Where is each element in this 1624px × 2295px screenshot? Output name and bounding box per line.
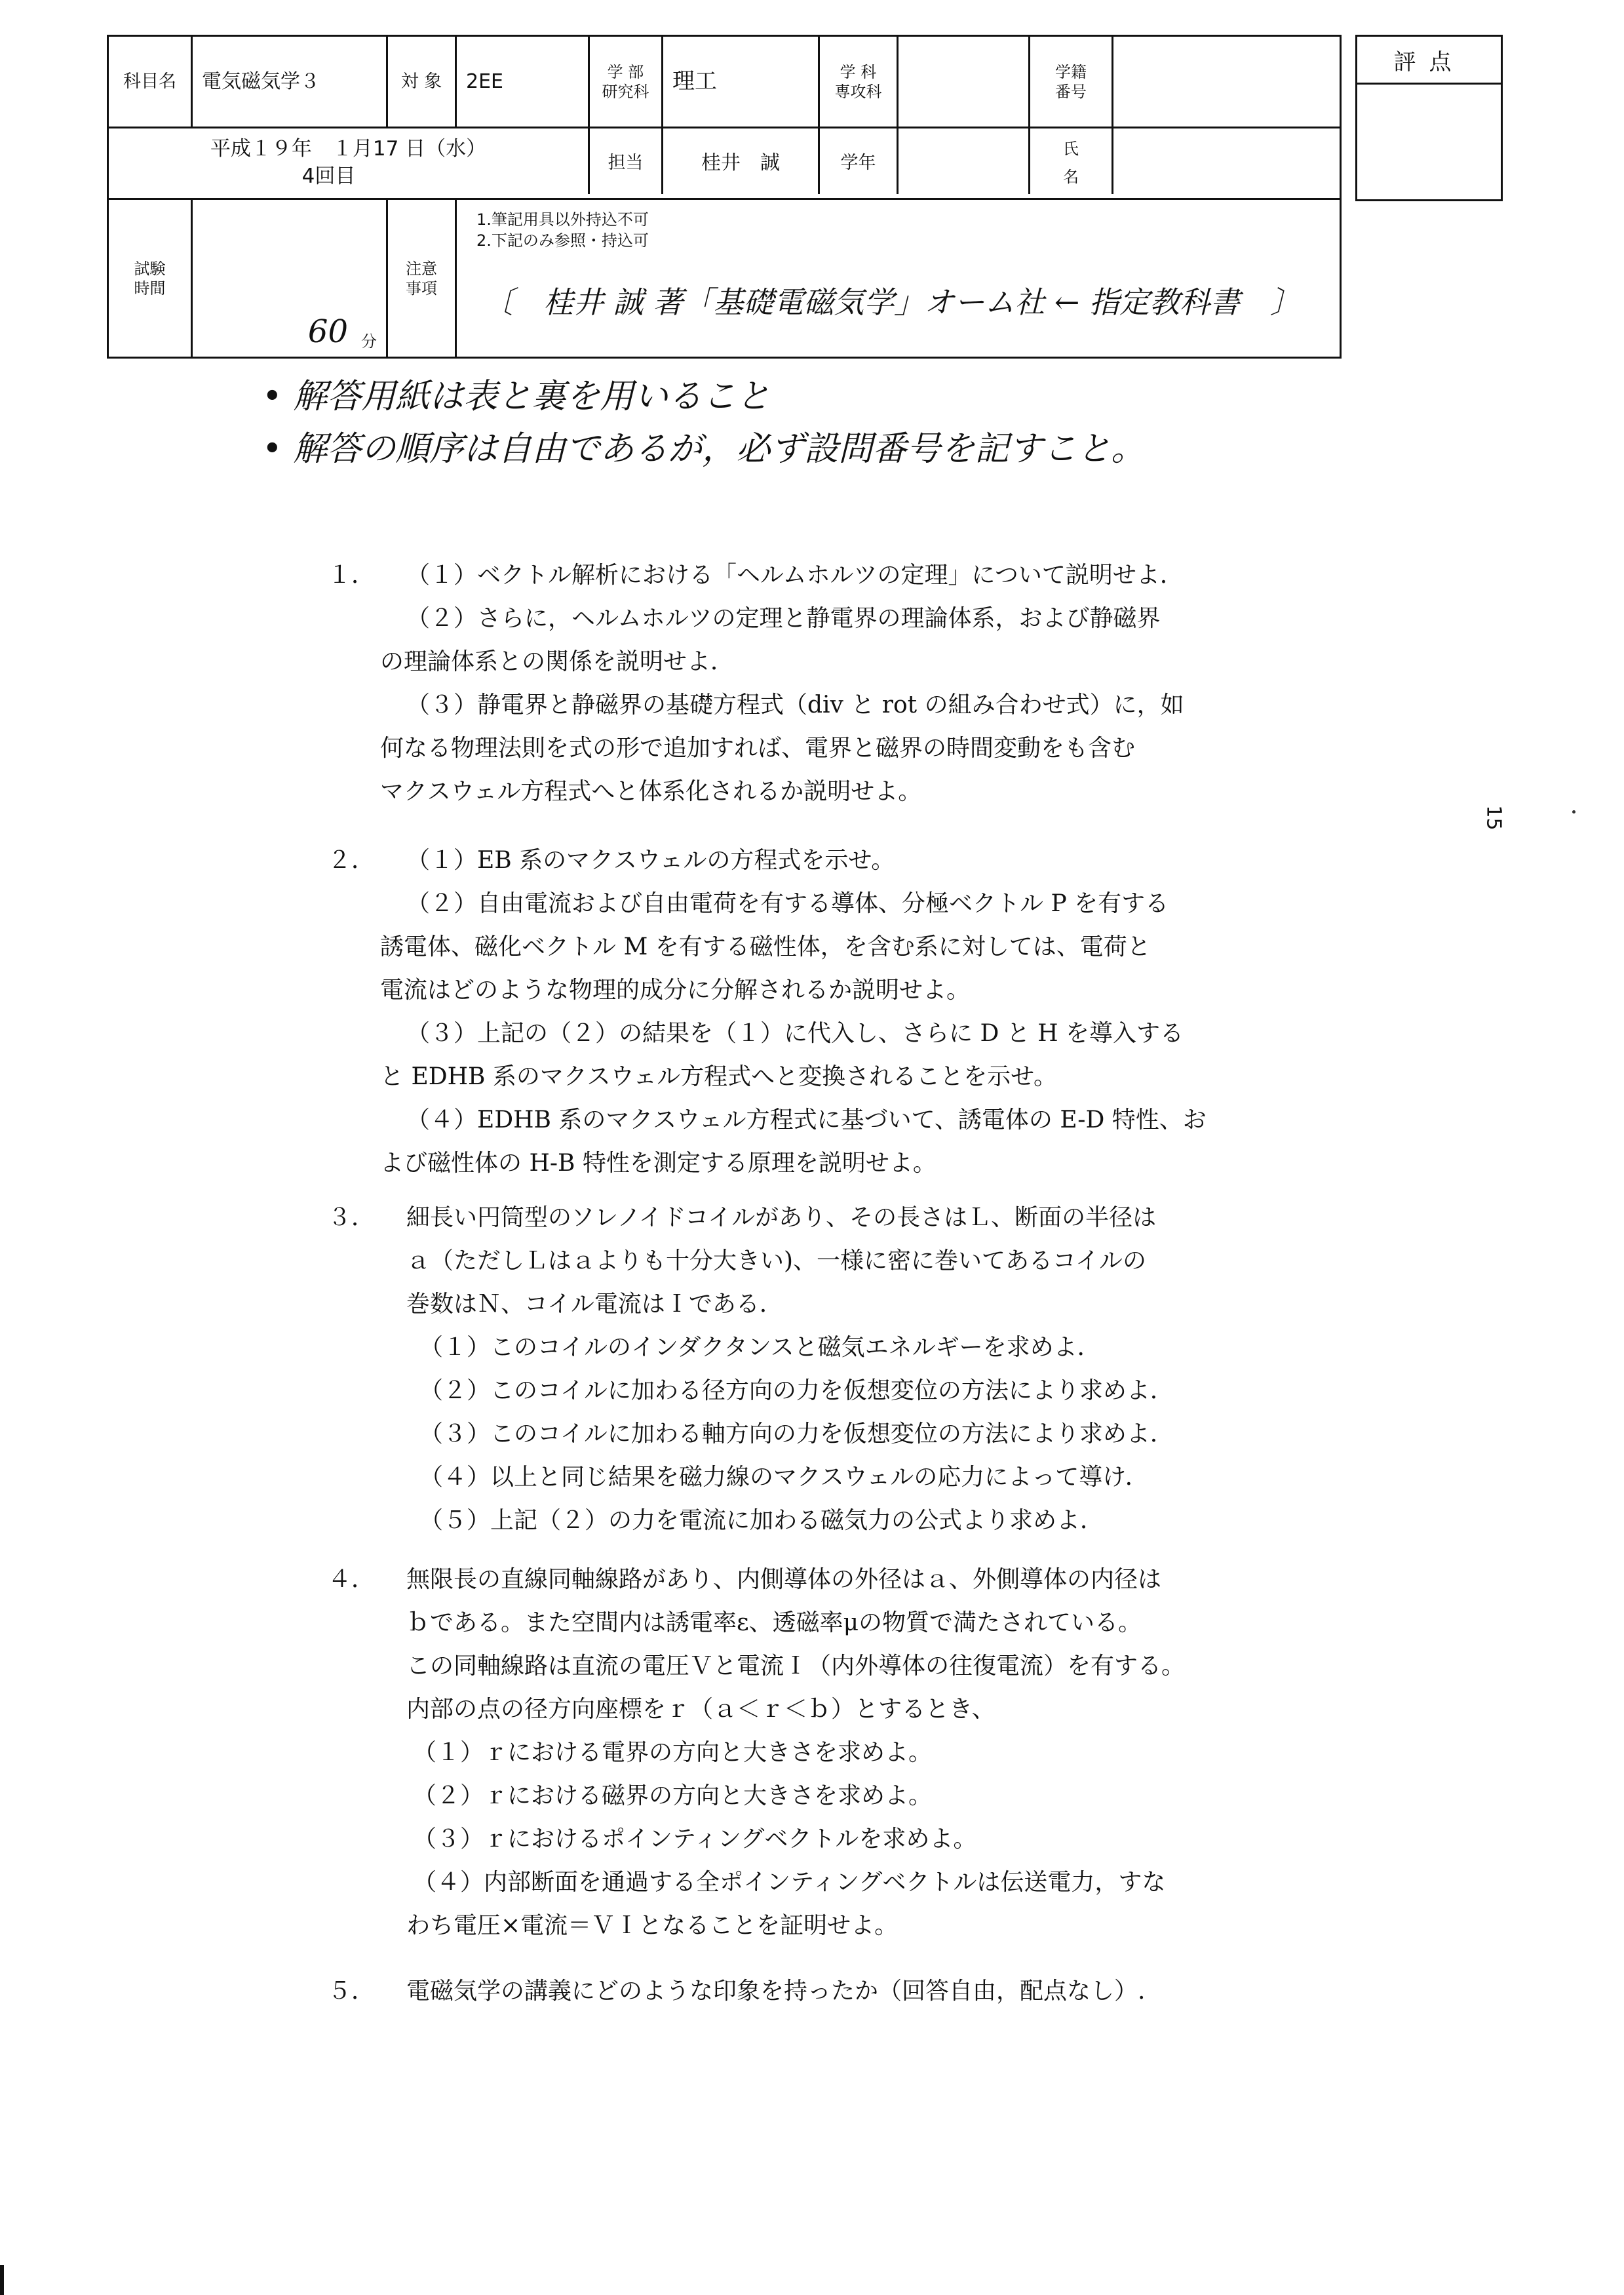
department-label-line2: 専攻科 bbox=[834, 82, 882, 101]
question-4-line: この同軸線路は直流の電圧Ｖと電流Ｉ（内外導体の往復電流）を有する。 bbox=[406, 1653, 1186, 1679]
notice-label-line2: 事項 bbox=[406, 279, 437, 298]
question-4-line: （２）ｒにおける磁界の方向と大きさを求めよ。 bbox=[413, 1782, 933, 1809]
question-4-line: （１）ｒにおける電界の方向と大きさを求めよ。 bbox=[413, 1739, 933, 1766]
question-3-line: （４）以上と同じ結果を磁力線のマクスウェルの応力によって導け． bbox=[419, 1464, 1149, 1491]
question-3-line: 巻数はＮ、コイル電流はＩである． bbox=[406, 1291, 783, 1318]
question-1-line: （３）静電界と静磁界の基礎方程式（div と rot の組み合わせ式）に，如 bbox=[406, 692, 1184, 718]
question-3-line: （５）上記（２）の力を電流に加わる磁気力の公式より求めよ． bbox=[419, 1507, 1104, 1534]
exam-time-label bbox=[109, 200, 191, 357]
question-1-line: （１）ベクトル解析における「ヘルムホルツの定理」について説明せよ． bbox=[406, 562, 1184, 589]
question-1-number: １． bbox=[328, 562, 376, 589]
question-4-line: 内部の点の径方向座標をｒ（ａ＜ｒ＜ｂ）とするとき、 bbox=[406, 1696, 996, 1723]
note-line-2: • 解答の順序は自由であるが，必ず設問番号を記すこと。 bbox=[262, 429, 1146, 469]
question-2-number: ２． bbox=[328, 847, 376, 874]
subject-value: 電気磁気学３ bbox=[202, 69, 320, 93]
target-label: 対 象 bbox=[400, 71, 442, 92]
instructor-value: 桂井 誠 bbox=[701, 151, 780, 175]
year-label: 学年 bbox=[840, 153, 876, 174]
student-number-label-line1: 学籍 bbox=[1055, 62, 1087, 81]
exam-header-table bbox=[107, 35, 1342, 359]
question-2-line: よび磁性体の H-B 特性を測定する原理を説明せよ。 bbox=[380, 1150, 937, 1177]
question-5-line: 電磁気学の講義にどのような印象を持ったか（回答自由，配点なし）. bbox=[406, 1978, 1146, 2005]
question-4-line: わち電圧×電流＝ＶＩとなることを証明せよ。 bbox=[406, 1912, 899, 1939]
question-2-body bbox=[380, 839, 1612, 1185]
score-label: 評点 bbox=[1357, 37, 1501, 85]
notice-label bbox=[388, 200, 455, 357]
exam-time-value: 60 bbox=[307, 313, 348, 350]
student-number-value bbox=[1113, 37, 1339, 127]
question-2-line: （１）EB 系のマクスウェルの方程式を示せ。 bbox=[406, 847, 895, 874]
subject-label: 科目名 bbox=[123, 71, 176, 92]
exam-date: 平成１９年 １月17 日（水） bbox=[210, 137, 487, 161]
question-1-line: （２）さらに，ヘルムホルツの定理と静電界の理論体系，および静磁界 bbox=[406, 605, 1161, 632]
student-number-label bbox=[1030, 37, 1112, 127]
question-3-line: （１）このコイルのインダクタンスと磁気エネルギーを求めよ． bbox=[419, 1334, 1101, 1361]
notice-cell bbox=[457, 200, 1340, 357]
faculty-label bbox=[590, 37, 661, 127]
name-label-line2: 名 bbox=[1063, 168, 1079, 186]
exam-session: 4回目 bbox=[301, 165, 356, 188]
name-value bbox=[1113, 128, 1339, 198]
question-3-line: （３）このコイルに加わる軸方向の力を仮想変位の方法により求めよ． bbox=[419, 1421, 1174, 1447]
exam-time-label-line2: 時間 bbox=[134, 279, 166, 298]
target-value: 2EE bbox=[466, 69, 503, 93]
name-label bbox=[1030, 128, 1112, 198]
date-cell bbox=[109, 128, 588, 198]
question-3-line: （２）このコイルに加わる径方向の力を仮想変位の方法により求めよ． bbox=[419, 1377, 1174, 1404]
question-3-number: ３． bbox=[328, 1204, 376, 1231]
question-2-line: （３）上記の（２）の結果を（１）に代入し、さらに D と H を導入する bbox=[406, 1020, 1184, 1047]
student-number-label-line2: 番号 bbox=[1055, 82, 1087, 101]
question-3-line: 細長い円筒型のソレノイドコイルがあり、その長さはＬ、断面の半径は bbox=[406, 1204, 1157, 1231]
question-3-body bbox=[406, 1196, 1612, 1542]
note-line-1: • 解答用紙は表と裏を用いること bbox=[262, 377, 771, 416]
faculty-label-line1: 学 部 bbox=[607, 62, 644, 81]
exam-time-cell bbox=[193, 200, 386, 357]
question-5-number: ５． bbox=[328, 1978, 376, 2005]
question-2-line: 電流はどのような物理的成分に分解されるか説明せよ。 bbox=[380, 977, 971, 1004]
question-4-line: （４）内部断面を通過する全ポインティングベクトルは伝送電力，すな bbox=[413, 1869, 1166, 1896]
question-5-body bbox=[406, 1970, 1612, 2013]
notice-item-1: 1.筆記用具以外持込不可 bbox=[476, 210, 649, 229]
notice-item-2: 2.下記のみ参照・持込可 bbox=[476, 231, 649, 250]
question-2-line: （２）自由電流および自由電荷を有する導体、分極ベクトル P を有する bbox=[406, 890, 1169, 917]
exam-time-label-line1: 試験 bbox=[134, 259, 166, 278]
question-4-line: ｂである。また空間内は誘電率ε、透磁率μの物質で満たされている。 bbox=[406, 1609, 1142, 1636]
department-label-line1: 学 科 bbox=[840, 62, 877, 81]
question-2-line: 誘電体、磁化ベクトル M を有する磁性体，を含む系に対しては、電荷と bbox=[380, 933, 1151, 960]
department-label bbox=[820, 37, 897, 127]
question-4-line: 無限長の直線同軸線路があり、内側導体の外径はａ、外側導体の内径は bbox=[406, 1566, 1162, 1593]
question-4-line: （３）ｒにおけるポインティングベクトルを求めよ。 bbox=[413, 1826, 977, 1853]
handwritten-notes bbox=[262, 370, 1145, 475]
notice-label-line1: 注意 bbox=[406, 259, 437, 278]
score-box bbox=[1355, 35, 1503, 201]
scan-speck bbox=[1572, 810, 1576, 814]
question-2-line: と EDHB 系のマクスウェル方程式へと変換されることを示せ。 bbox=[380, 1063, 1057, 1090]
faculty-label-line2: 研究科 bbox=[602, 82, 649, 101]
scan-edge-mark bbox=[0, 2265, 4, 2295]
question-1-line: の理論体系との関係を説明せよ． bbox=[380, 648, 735, 675]
exam-time-unit: 分 bbox=[361, 332, 377, 351]
question-4-number: ４． bbox=[328, 1566, 376, 1593]
year-value bbox=[899, 128, 1028, 198]
question-1-line: 何なる物理法則を式の形で追加すれば、電界と磁界の時間変動をも含む bbox=[380, 735, 1136, 762]
department-value bbox=[899, 37, 1028, 127]
name-label-line1: 氏 bbox=[1063, 139, 1079, 158]
question-1-body bbox=[380, 554, 1612, 814]
question-3-line: ａ（ただしＬはａよりも十分大きい)、一様に密に巻いてあるコイルの bbox=[406, 1247, 1146, 1274]
question-4-body bbox=[406, 1558, 1612, 1948]
margin-page-mark: 15 bbox=[1482, 805, 1505, 831]
question-1-line: マクスウェル方程式へと体系化されるか説明せよ。 bbox=[380, 778, 922, 805]
instructor-label: 担当 bbox=[608, 153, 644, 174]
allowed-reference: 〔 桂井 誠 著「基礎電磁気学」オーム社 ← 指定教科書 〕 bbox=[483, 284, 1301, 320]
question-2-line: （４）EDHB 系のマクスウェル方程式に基づいて、誘電体の E-D 特性、お bbox=[406, 1107, 1207, 1133]
faculty-value: 理工 bbox=[672, 68, 717, 95]
